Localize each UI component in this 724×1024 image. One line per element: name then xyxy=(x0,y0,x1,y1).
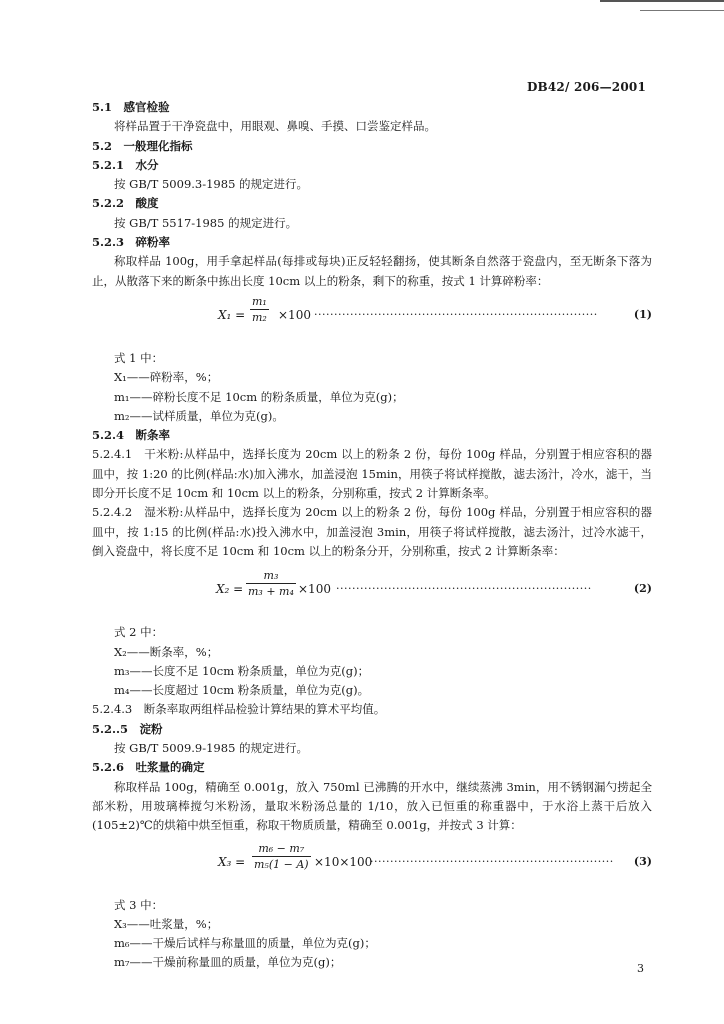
variable-definition: m₁——碎粉长度不足 10cm 的粉条质量，单位为克(g)； xyxy=(114,389,404,404)
section-heading: 5.2.6 吐浆量的确定 xyxy=(92,760,205,775)
scan-edge-line xyxy=(600,0,724,8)
paragraph: 称取样品 100g，精确至 0.001g，放入 750ml 已沸腾的开水中，继续蒸沸 3min，用不锈钢漏勺捞起全部米粉，用玻璃棒搅匀米粉汤，量取米粉汤总量的 1/10，放入已恒重的称重器中，于水浴上蒸干后放入(105±2)℃的烘箱中烘至恒重，称取干物质质量，精确至 0.001g，并按式 3 计算： xyxy=(92,779,652,833)
variable-definition: m₂——试样质量，单位为克(g)。 xyxy=(114,408,284,423)
variable-definition: X₂——断条率，%； xyxy=(114,644,219,659)
formula-rhs: ×10×100 xyxy=(314,854,373,869)
where-clause: 式 2 中： xyxy=(114,625,164,640)
fraction-bar xyxy=(246,583,296,584)
formula-lhs: X₃ = xyxy=(218,854,246,869)
formula-fraction xyxy=(250,295,269,324)
section-heading: 5.2 一般理化指标 xyxy=(92,138,193,153)
section-heading: 5.2.4 断条率 xyxy=(92,428,171,443)
page-number: 3 xyxy=(637,962,644,975)
where-clause: 式 1 中： xyxy=(114,350,164,365)
formula-lhs: X₂ = xyxy=(216,582,244,597)
formula-numerator: m₆ − m₇ xyxy=(258,841,305,855)
formula-leader-dots: ······································································· xyxy=(314,307,598,321)
paragraph: 5.2.4.3 断条率取两组样品检验计算结果的算术平均值。 xyxy=(92,702,386,717)
paragraph: 称取样品 100g，用手拿起样品(每排或每块)正反轻轻翻扬，使其断条自然落于瓷盘内，至无断条下落为止，从散落下来的断条中拣出长度 10cm 以上的粉条，剩下的称重，按式 1 计算碎粉率： xyxy=(92,254,652,288)
where-clause: 式 3 中： xyxy=(114,897,164,912)
paragraph: 按 GB/T 5009.3-1985 的规定进行。 xyxy=(114,177,309,192)
section-heading: 5.2.3 碎粉率 xyxy=(92,235,171,250)
paragraph: 按 GB/T 5517-1985 的规定进行。 xyxy=(114,215,298,230)
formula-lhs: X₁ = xyxy=(218,307,246,322)
equation-number: (2) xyxy=(633,582,652,596)
section-heading: 5.2..5 淀粉 xyxy=(92,721,163,736)
section-heading: 5.2.1 水分 xyxy=(92,157,159,172)
equation-number: (3) xyxy=(633,854,652,868)
formula-denominator: m₅(1 − A) xyxy=(254,857,309,871)
variable-definition: m₄——长度超过 10cm 粉条质量，单位为克(g)。 xyxy=(114,683,370,698)
formula-fraction xyxy=(246,569,296,598)
formula-numerator: m₃ xyxy=(263,569,279,583)
variable-definition: m₃——长度不足 10cm 粉条质量，单位为克(g)； xyxy=(114,663,370,678)
variable-definition: m₆——干燥后试样与称量皿的质量，单位为克(g)； xyxy=(114,936,376,951)
fraction-bar xyxy=(250,309,269,310)
formula-1 xyxy=(92,295,652,341)
equation-number: (1) xyxy=(633,307,652,321)
paragraph: 按 GB/T 5009.9-1985 的规定进行。 xyxy=(114,741,309,756)
formula-numerator: m₁ xyxy=(252,294,267,308)
formula-leader-dots: ································································ xyxy=(336,582,592,596)
document-body xyxy=(92,98,652,973)
section-heading: 5.2.2 酸度 xyxy=(92,196,159,211)
variable-definition: X₃——吐浆量，%； xyxy=(114,916,219,931)
formula-denominator: m₂ xyxy=(252,310,267,324)
formula-leader-dots: ····························································· xyxy=(370,854,614,868)
formula-2 xyxy=(92,569,652,615)
variable-definition: X₁——碎粉率，%； xyxy=(114,370,219,385)
variable-definition: m₇——干燥前称量皿的质量，单位为克(g)； xyxy=(114,955,342,970)
section-heading: 5.1 感官检验 xyxy=(92,100,170,114)
fraction-bar xyxy=(252,856,311,857)
formula-rhs: ×100 xyxy=(298,582,331,597)
paragraph: 5.2.4.1 干米粉:从样品中，选择长度为 20cm 以上的粉条 2 份，每份 100g 样品，分别置于相应容积的器皿中，按 1:20 的比例(样品:水)加入沸水，加盖浸泡 15min，用筷子将试样搅散，滤去汤汁，冷水，滤干，当即分开长度不足 10cm 和 10cm 以上的粉条，分别称重，按式 2 计算断条率。 xyxy=(92,447,652,501)
document-code: DB42/ 206—2001 xyxy=(526,80,646,94)
formula-denominator: m₃ + m₄ xyxy=(248,585,294,599)
formula-fraction xyxy=(252,842,311,871)
paragraph: 将样品置于干净瓷盘中，用眼观、鼻嗅、手摸、口尝鉴定样品。 xyxy=(114,119,436,134)
formula-3 xyxy=(92,842,652,888)
scan-edge-line xyxy=(640,10,724,11)
paragraph: 5.2.4.2 湿米粉:从样品中，选择长度为 20cm 以上的粉条 2 份，每份 100g 样品，分别置于相应容积的器皿中，按 1:15 的比例(样品:水)投入沸水中，加盖浸泡 3min，用筷子将试样搅散，滤去汤汁，过冷水滤干，倒入瓷盘中，将长度不足 10cm 和 10cm 以上的粉条分开，分别称重，按式 2 计算断条率： xyxy=(92,505,652,558)
formula-rhs: ×100 xyxy=(278,307,311,322)
